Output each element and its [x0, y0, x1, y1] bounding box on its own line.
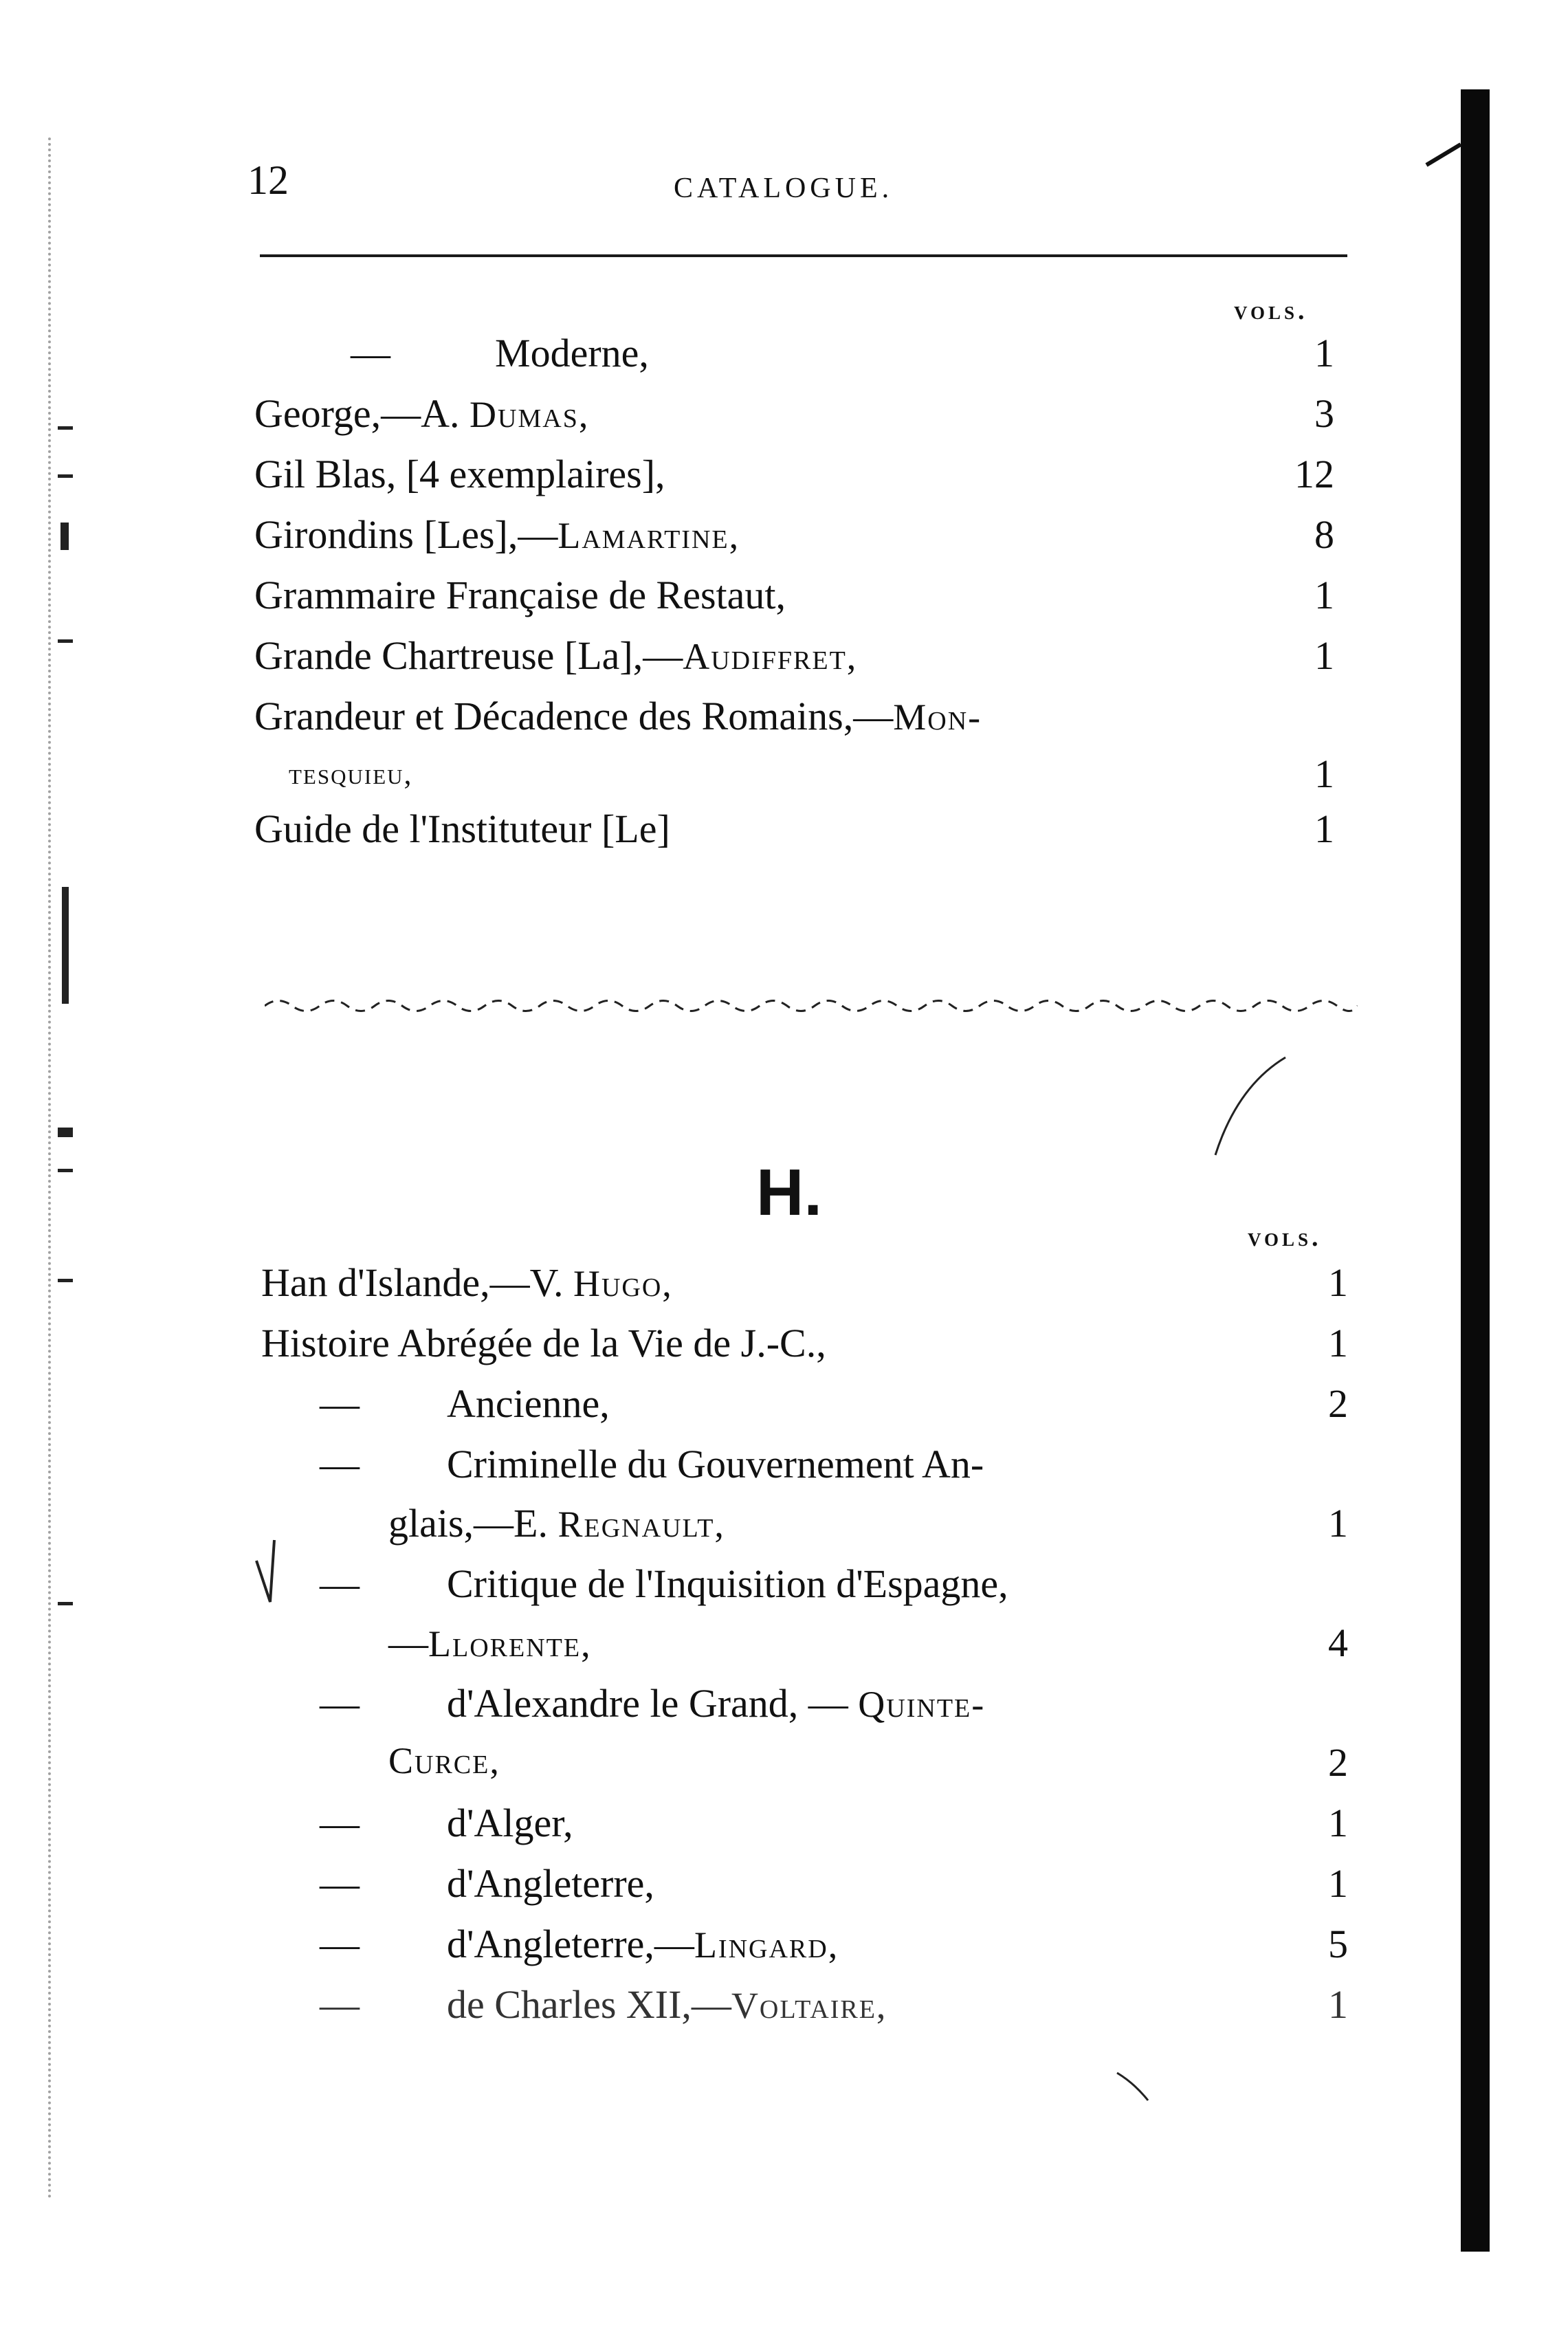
entry-title: Grande Chartreuse [La],—	[254, 633, 683, 678]
entry-author: Dumas,	[470, 394, 590, 435]
entry-author: Llorente,	[428, 1623, 592, 1664]
list-item	[0, 1441, 1568, 1496]
entry-vols: 1	[1328, 1501, 1348, 1546]
entry-title: Girondins [Les],—	[254, 512, 558, 557]
entry-title: Grammaire Française de Restaut,	[254, 573, 786, 617]
list-item	[0, 751, 1568, 806]
entry-vols: 1	[1328, 1801, 1348, 1845]
entry-author: Hugo,	[573, 1263, 673, 1304]
entry-author: Lingard,	[694, 1924, 839, 1966]
entry-vols: 8	[1314, 512, 1334, 557]
entry-vols: 5	[1328, 1922, 1348, 1966]
ditto-dash: —	[320, 1801, 360, 1845]
entry-title: glais,—E.	[388, 1501, 558, 1546]
list-item	[0, 1680, 1568, 1735]
entry-title: Criminelle du Gouvernement An-	[447, 1442, 984, 1486]
running-title: CATALOGUE.	[674, 173, 894, 204]
entry-vols: 3	[1314, 391, 1334, 436]
entry-title: Moderne,	[495, 331, 649, 375]
ditto-dash: —	[320, 1861, 360, 1906]
ditto-dash: —	[320, 1442, 360, 1486]
entry-author: Quinte-	[858, 1684, 986, 1725]
entry-vols: 12	[1294, 452, 1334, 496]
ditto-dash: —	[320, 1561, 360, 1606]
list-item	[0, 806, 1568, 861]
pen-stroke-mark	[1114, 2069, 1155, 2104]
list-item	[0, 512, 1568, 567]
scan-tick	[62, 887, 69, 1004]
entry-title: Gil Blas, [4 exemplaires],	[254, 452, 665, 496]
entry-vols: 2	[1328, 1740, 1348, 1785]
entry-author: Curce,	[388, 1740, 500, 1781]
list-item	[0, 1981, 1568, 2036]
entry-author: Lamartine,	[557, 515, 740, 556]
list-item	[0, 451, 1568, 506]
entry-author: Regnault,	[557, 1504, 725, 1545]
entry-vols: 1	[1328, 1861, 1348, 1906]
entry-title: d'Alger,	[447, 1801, 573, 1845]
list-item	[0, 1381, 1568, 1436]
page-number: 12	[247, 157, 289, 203]
list-item	[0, 1860, 1568, 1915]
list-item	[0, 1561, 1568, 1616]
entry-title: d'Angleterre,	[447, 1861, 654, 1906]
entry-vols: 2	[1328, 1381, 1348, 1426]
list-item	[0, 391, 1568, 446]
entry-title: Critique de l'Inquisition d'Espagne,	[447, 1561, 1008, 1606]
list-item	[0, 1500, 1568, 1555]
section-letter: H.	[756, 1156, 822, 1229]
entry-title: Histoire Abrégée de la Vie de J.-C.,	[261, 1321, 826, 1365]
entry-author: Audiffret,	[683, 636, 858, 677]
entry-vols: 1	[1314, 573, 1334, 617]
list-item	[0, 633, 1568, 688]
entry-title: —	[388, 1620, 428, 1665]
list-item	[0, 1620, 1568, 1675]
section-divider	[265, 996, 1358, 1016]
entry-vols: 1	[1314, 331, 1334, 375]
header-rule	[260, 254, 1347, 257]
entry-vols: 1	[1328, 1260, 1348, 1305]
list-item	[0, 572, 1568, 627]
entry-vols: 4	[1328, 1620, 1348, 1665]
list-item	[0, 1921, 1568, 1976]
entry-vols: 1	[1314, 633, 1334, 678]
entry-vols: 1	[1328, 1982, 1348, 2027]
list-item	[0, 1739, 1568, 1794]
list-item	[0, 330, 1568, 385]
entry-vols: 1	[1314, 806, 1334, 851]
entry-author: Mon-	[893, 696, 982, 738]
entry-vols: 1	[1314, 751, 1334, 796]
entry-title: Grandeur et Décadence des Romains,—	[254, 694, 894, 738]
entry-title: Guide de l'Instituteur [Le]	[254, 806, 670, 851]
ditto-dash: —	[351, 331, 390, 375]
list-item	[0, 1260, 1568, 1315]
entry-vols: 1	[1328, 1321, 1348, 1365]
vols-label: vols.	[1234, 296, 1308, 325]
scan-tick	[58, 1128, 73, 1137]
entry-title: d'Angleterre,—	[447, 1922, 694, 1966]
list-item	[0, 693, 1568, 748]
list-item	[0, 1320, 1568, 1375]
pen-stroke-mark	[1423, 141, 1464, 168]
entry-title: George,—A.	[254, 391, 470, 436]
entry-title: Han d'Islande,—V.	[261, 1260, 573, 1305]
entry-author: Voltaire,	[731, 1985, 887, 2026]
ditto-dash: —	[320, 1982, 360, 2027]
scan-tick	[58, 1169, 73, 1172]
entry-title: de Charles XII,—	[447, 1982, 731, 2027]
ditto-dash: —	[320, 1381, 360, 1426]
entry-title: d'Alexandre le Grand, —	[447, 1681, 859, 1726]
entry-title: Ancienne,	[447, 1381, 610, 1426]
entry-author: tesquieu,	[289, 757, 413, 791]
vols-label: vols.	[1248, 1223, 1322, 1252]
ditto-dash: —	[320, 1922, 360, 1966]
list-item	[0, 1800, 1568, 1855]
ditto-dash: —	[320, 1681, 360, 1726]
page-header	[247, 157, 1347, 219]
pen-stroke-mark	[1210, 1052, 1292, 1162]
